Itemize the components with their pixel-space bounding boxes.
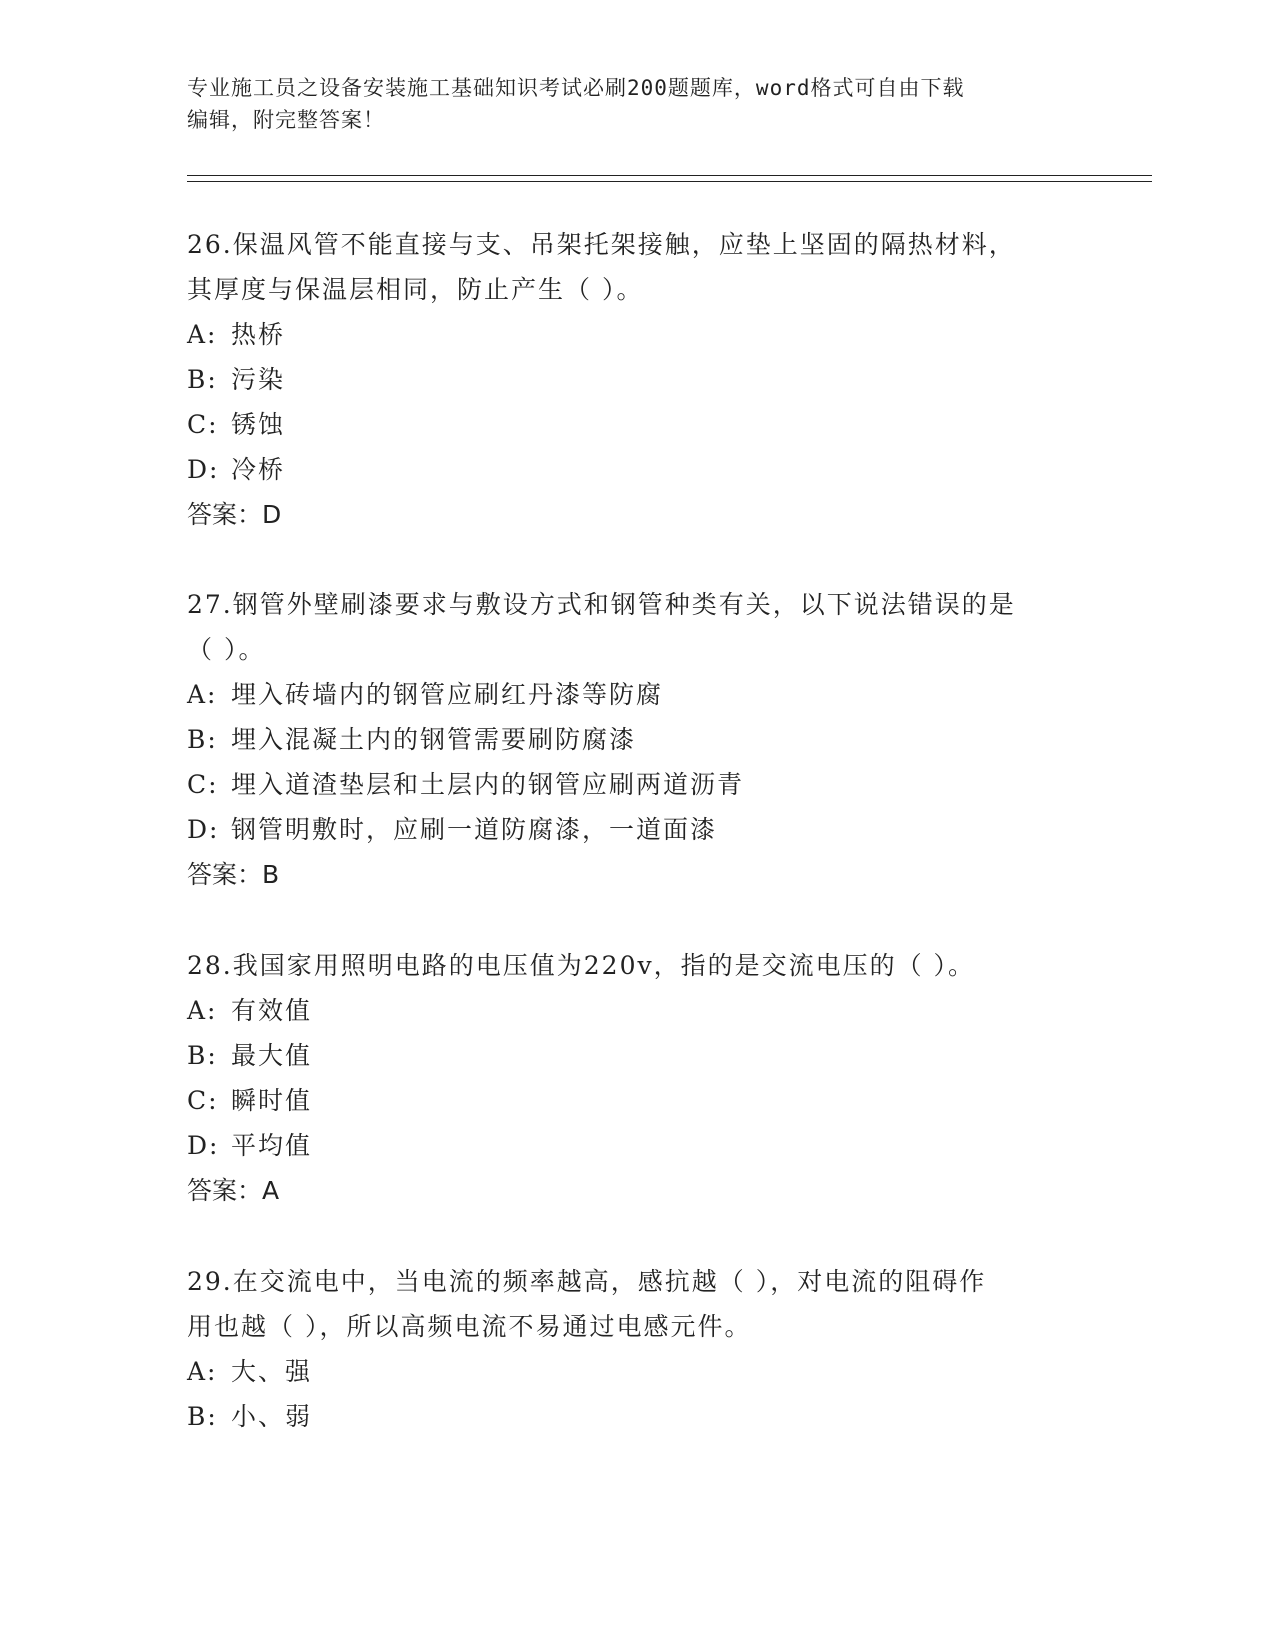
question-26 [187, 222, 1087, 537]
question-28 [187, 943, 1087, 1213]
question-27 [187, 582, 1087, 897]
document-header [187, 72, 1087, 136]
option-text: 钢管明敷时，应刷一道防腐漆，一道面漆 [231, 815, 718, 844]
option-a [187, 988, 1087, 1033]
option-b [187, 1394, 1087, 1439]
option-c [187, 1078, 1087, 1123]
option-d [187, 1123, 1087, 1168]
option-text: 有效值 [231, 996, 313, 1025]
option-text: 锈蚀 [231, 410, 286, 439]
answer-line: 答案：B [187, 860, 280, 889]
option-key: A: [187, 680, 218, 709]
option-key: A: [187, 320, 218, 349]
question-stem-continued: 其厚度与保温层相同，防止产生（ ）。 [187, 275, 644, 304]
option-key: A: [187, 996, 218, 1025]
header-divider-bottom [187, 181, 1152, 182]
option-text: 埋入砖墙内的钢管应刷红丹漆等防腐 [231, 680, 664, 709]
header-title-line-1: 专业施工员之设备安装施工基础知识考试必刷200题题库，word格式可自由下载 [187, 76, 965, 100]
option-key: B: [187, 1402, 218, 1431]
option-text: 埋入道渣垫层和土层内的钢管应刷两道沥青 [231, 770, 745, 799]
option-key: B: [187, 1041, 218, 1070]
option-key: D: [187, 1131, 220, 1160]
option-key: C: [187, 770, 219, 799]
question-29 [187, 1259, 1087, 1439]
option-key: D: [187, 815, 220, 844]
option-b [187, 717, 1087, 762]
question-stem-continued: 用也越（ ），所以高频电流不易通过电感元件。 [187, 1312, 752, 1341]
option-b [187, 1033, 1087, 1078]
option-a [187, 1349, 1087, 1394]
option-a [187, 312, 1087, 357]
option-text: 大、强 [231, 1357, 313, 1386]
option-a [187, 672, 1087, 717]
option-d [187, 807, 1087, 852]
option-c [187, 402, 1087, 447]
question-stem: 29.在交流电中，当电流的频率越高，感抗越（ ），对电流的阻碍作 [187, 1267, 987, 1296]
option-text: 小、弱 [231, 1402, 313, 1431]
option-key: D: [187, 455, 220, 484]
question-stem: 26.保温风管不能直接与支、吊架托架接触，应垫上坚固的隔热材料， [187, 230, 1016, 259]
option-text: 埋入混凝土内的钢管需要刷防腐漆 [231, 725, 637, 754]
option-key: C: [187, 410, 219, 439]
option-key: B: [187, 725, 218, 754]
header-divider-top [187, 175, 1152, 176]
question-stem: 28.我国家用照明电路的电压值为220v，指的是交流电压的（ ）。 [187, 951, 976, 980]
header-title-line-2: 编辑，附完整答案！ [187, 108, 385, 132]
option-text: 瞬时值 [231, 1086, 313, 1115]
option-key: C: [187, 1086, 219, 1115]
option-text: 污染 [231, 365, 286, 394]
option-key: A: [187, 1357, 218, 1386]
answer-line: 答案：A [187, 1176, 280, 1205]
option-b [187, 357, 1087, 402]
question-stem: 27.钢管外壁刷漆要求与敷设方式和钢管种类有关，以下说法错误的是 [187, 590, 1016, 619]
option-d [187, 447, 1087, 492]
question-stem-continued: （ ）。 [187, 635, 266, 664]
option-text: 冷桥 [231, 455, 286, 484]
option-text: 最大值 [231, 1041, 313, 1070]
option-text: 热桥 [231, 320, 286, 349]
option-key: B: [187, 365, 218, 394]
option-text: 平均值 [231, 1131, 313, 1160]
option-c [187, 762, 1087, 807]
answer-line: 答案：D [187, 500, 282, 529]
